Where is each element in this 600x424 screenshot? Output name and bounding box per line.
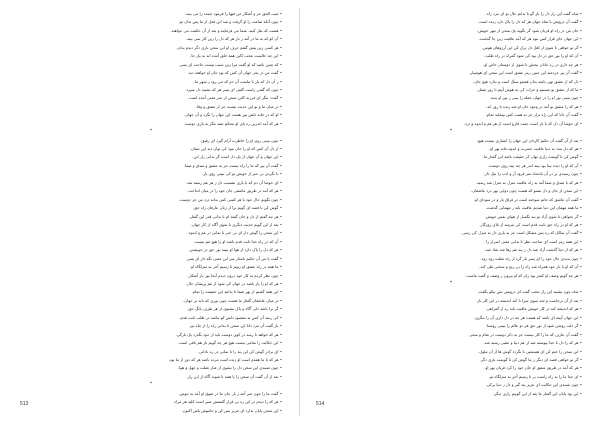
section-separator: * xyxy=(149,382,153,388)
right-page xyxy=(300,0,600,424)
text-line: • چون ببینی نور او را در جهان جمله را بینی ز نور او پدید. xyxy=(489,95,582,101)
text-line: • گر بخواهی تا شوی آزاد تو بند بگسل از هوای نفس خویش. xyxy=(484,213,582,219)
text-line: • هر که او در راه حق ثابت قدم است کی بترسد از بلای روزگار. xyxy=(479,221,582,227)
text-line: • ما که از عشق تو مستیم و خراب کی به هوش آییم تا روز شمار. xyxy=(476,86,582,92)
text-line: • هر چه داری در ره جانان ببخش تا شوی از دوستان خاص او. xyxy=(483,61,582,67)
right-page-number: 514 xyxy=(316,401,325,407)
text-line: • از دل آن کس که او را جان نبود کی توان دید این نشان. xyxy=(189,146,282,151)
text-line: • کی رسد آن کس به مقصود دلش کو نباشد در طلب ثابت قدم. xyxy=(179,314,282,320)
text-line: • گفت آن پیر خردمند این چنین رمز عشق است این سخن ای هوشیار. xyxy=(469,70,582,76)
text-line: • گفت آن عاشق که جانم سوخته است در فراق یار و در سودای او. xyxy=(473,196,582,202)
text-line: • شاه چون بشنید این راز عجب گفت ای درویش بس نیکو بگفت. xyxy=(477,289,582,295)
text-line: • غیب الحق عز و آشکار من فیها را فرمود جنبده را می بیند. xyxy=(184,11,282,16)
text-line: • ما همه در راه عشق او رویم تا رسیم آخر به منزلگاه او. xyxy=(189,264,282,270)
text-line: • گفت آن سالک که ره بس مشکل است جز به یاری دل به منزل کی رسی. xyxy=(460,230,582,236)
text-line: • این سخن از جان و دل بشنو که هست چون دوایی بهر درد عاشقان. xyxy=(470,188,582,194)
text-line: • چون بگویم حال خود با هر کسی کس نداند درد من جز دوست. xyxy=(178,196,282,202)
text-line: • در میان ما و تو این حدیث نیست جز از عشق و وفا. xyxy=(195,103,282,109)
text-line: • این جهان و آن جهان از یک دل است گر بدانی راز این. xyxy=(192,154,282,160)
text-line: • بعد از آن گفت آن حکیم کاردان این جهان را اعتباری نیست هیچ. xyxy=(476,137,582,143)
text-line: • چون آنکه ساعت را او گرفت و شد این فعل از ما پس بدان تو. xyxy=(178,19,282,25)
text-line: • هر که از دنیا گذشت آزاد شد دل ز بند غم رها شد شاد شد. xyxy=(484,247,582,253)
text-line: • آن که او را نور حق در دل بود کی شود گمراه در راه طلب. xyxy=(484,53,582,59)
text-line: • هست که نقل کنید. شما می فرمایند و بعد از آن حکمت می خواهند. xyxy=(170,27,282,33)
text-line: • ما همه مهمان این دنیا شدیم عاقبت باید ز مهمانی گذشت. xyxy=(485,205,582,211)
text-line: • این چه حالست عجب کاین همه خلق آمده اند به یک جا. xyxy=(190,53,282,59)
text-line: • چون ببینی روی او را خاطرت آرام گیرد ای رفیق. xyxy=(200,137,282,143)
text-line: • ای خدا ما را به راه راست بر تا رسیم آخر به منزلگاه تو. xyxy=(488,373,582,379)
text-line: • دل که از عشق تهی باشد بدان همچو سنگ است و ندارد هیچ جان. xyxy=(473,78,582,84)
text-line: • گر تو خواهی تا شوی از اهل دل ترک کن این آرزوهای هوس. xyxy=(481,44,582,50)
text-line: • هر چه گفتم از دل و جان گفته ام تا بدانی قدر این گفتار. xyxy=(188,213,282,219)
right-page-text xyxy=(320,10,582,398)
text-line: • هر که دل را پاک دارد از هوا او ببیند نور حق در خویشتن. xyxy=(188,247,282,253)
text-line: • گر ترا باشد دلی آگاه و پاک بشنوی از هر طرف بانگ حق. xyxy=(186,306,282,312)
text-line: • چون که گفتی راست گفتی ای پسر هر که بشنید دل سپرد. xyxy=(185,86,282,92)
text-line: • هر که دل بندد به دنیا عاقبت حسرت و اندوه ماند بهر او. xyxy=(488,146,582,151)
text-line: • آن که در راه خدا ثابت قدم باشد او را هیچ غم نیست. xyxy=(193,238,282,244)
text-line: • باز گفت آن مرد دانا این سخن تا بدانی راه را از چاه نیز. xyxy=(188,323,282,329)
text-line: • چون شنیدی این حکایت ای عزیز پند گیر و دل ز دنیا برکن. xyxy=(485,382,582,388)
text-line: • ز آن دل که یار با ماست آن دم که می رود ز شهر ما. xyxy=(193,78,282,84)
text-line: • این همه رمز است ای صاحب نظر تا بدانی معنی اسرار را. xyxy=(484,238,582,244)
text-line: • که چنین باشد که او گفت مرا زین سبب نیست حاجت ای پسر. xyxy=(178,61,282,67)
text-line: • گفت آن دانا که این راه دراز جز به همت کس نپیماید تمام. xyxy=(485,112,582,118)
text-line: • هر کسی زین پیش گفتم حرف او این سخن باری دگر دیدم بدان. xyxy=(176,44,282,50)
text-line: • بعد از آن برخاست و شد سوی سرا تا کند اندیشه در این کار باز. xyxy=(476,297,582,303)
text-line: • گفت آن درویش با شاه جهان هر که دل را پاک دارد زنده است. xyxy=(478,19,582,25)
section-separator: * xyxy=(449,129,453,135)
text-line: • گر دلت روشن شود از نور حق هر دو عالم را ببینی روشنا. xyxy=(485,323,582,329)
text-line: • گفت من در بحر جهان آن کس که بود جان او خواهند دید. xyxy=(187,70,282,76)
text-line: • این سخن را گوش دار ای بی خبر تا نمانی در غم و اندوه. xyxy=(187,230,282,236)
text-line: • آن که او با یار خود همراه شد راه را بی رنج و سختی طی کند. xyxy=(479,264,582,270)
text-line: • تا نگردی بی خبر از خویش تو کی ببینی روی یار. xyxy=(201,171,282,177)
text-line: • شاه گفت این راز دل را باز گو تا بدانم حال تو ای مرد راه. xyxy=(485,11,582,16)
section-separator: * xyxy=(449,281,453,286)
text-line: • هر که با ما همدم است او زنده است مرده باشد هر که دور از ما بود. xyxy=(168,356,282,362)
text-line: • این حکایت را تمامی نیست هیچ هر چه گویم باز هم باقی است. xyxy=(177,340,282,346)
text-line: • گوش کن تا گویمت رازی نهان کز حقیقت باشد این گفتار ما. xyxy=(482,154,582,160)
text-line: • هر که او را یار باشد در جهان کی شود از غم پریشان حال. xyxy=(185,281,282,286)
text-line: • این سخن پایان ندارد ای عزیز بس کن و خاموش باش اکنون. xyxy=(181,407,282,413)
left-page-text xyxy=(20,10,282,415)
text-line: • آن کو که به ما در آمد ز نار هر که دل را زین کار نمی بیند. xyxy=(185,36,282,42)
text-line: • هر که آمد در طریق عشق او جان خود را کرد قربان بهر او. xyxy=(484,365,582,371)
text-line: • گفت: بنگر ای فرزند کاین سخن از بحر معنی آمده است. xyxy=(187,95,282,101)
text-line: • بعد از آن گفت آن سخن را با همه تا شوند آگاه از این راز. xyxy=(186,373,282,379)
text-line: • ای برادر گوش کن این پند را تا نمانی در ره نادانی. xyxy=(197,348,282,354)
text-line: • هر که خواهد تا رسد در کوی دوست باید از خود بگذرد یک بارگی. xyxy=(175,331,282,337)
text-line: • هر چه گویم وصف او کمتر بود زان که او بیرون ز وصف و گفت ماست. xyxy=(465,272,582,278)
text-line: • هر که را دیدم در این ره بی قرار گفتمش صبر است کلید هر مراد. xyxy=(173,399,282,405)
text-line: • هر که آمد در طریق عاشقی جان خود را در میان انداخت. xyxy=(187,188,282,194)
text-line: • گفت آن پیر که ما را راه نیست جز به عشق و صدق و صفا. xyxy=(183,162,282,168)
section-separator: * xyxy=(149,129,153,135)
text-line: • چون نظر کردم به کار خود درون دیدم آنجا نور یار آشکار. xyxy=(187,272,282,278)
text-line: • آن که او را دیده بینا بود بیند اندر هر چه بیند روی دوست. xyxy=(487,162,582,168)
text-line: • هر که را عشق تو آمد در وجود جان او شد زنده تا روز ابد. xyxy=(485,103,582,109)
text-line: • گفت با من آن حکیم نامدار سر این معنی نگه دار ای پسر. xyxy=(186,255,282,261)
text-line: • گوش کن تا قصه ای گویم ترا از زبان عارفان راه حق. xyxy=(192,205,282,211)
text-line: • چون شنیدی این سخن دل را بشوی از غبار غفلت و جهل و هوا. xyxy=(177,365,282,371)
text-line: • این جهان آیینه ای باشد که هست هر چه در دل داری آن را بنگری. xyxy=(473,314,582,320)
text-line: • هر که اندیشه کند در کار خویش عاقبت یابد ره از گمراهی. xyxy=(485,306,582,312)
text-line: • این همه گفتیم از بهر شما تا بدانید این حقیقت را تمام. xyxy=(191,289,282,295)
left-page-number: 513 xyxy=(20,401,29,407)
text-line: • ای خوشا آن دم که با یاری نشست دل ز هر غم رسته شد. xyxy=(185,179,282,185)
text-line: • هر که آمد اندرین ره پای او محکم نشد مگر به یاری دوست. xyxy=(183,120,282,126)
text-line: • این جهان جای قرار کس نبود هر که آمد عاقبت زین جا گذشت. xyxy=(478,36,582,42)
text-line: • جان من در راه او قربان شود گر بگوید یک سخن از مهر خویش. xyxy=(476,27,582,33)
text-line: • گفت آن عارف که ما را کار نیست جز به ذکر دوست در شام و سحر. xyxy=(468,331,582,337)
text-line: • چون رسیدی بر در آن پادشاه سر فرود آر و ادب را نیک دار. xyxy=(483,171,582,177)
text-line: • گفت ما را چون خبر آمد ز یار جان ما در شوق او آمد به جوش. xyxy=(178,390,282,396)
text-line: • بعد از این گویم حدیث دیگری تا شوی آگاه از کار جهان. xyxy=(190,221,282,227)
text-line: • او که در خانه دلش نور هست این جهان را نگرد و آن جهان. xyxy=(184,112,282,118)
text-line: • این سخن را ختم کن ای همنشین تا نگردد گوش ها از آن ملول. xyxy=(478,348,582,354)
text-line: • در میان عاشقان گفتار ما هست چون نوری که تابد بر جهان. xyxy=(183,297,282,303)
text-line: • گر تو خواهی قصه ای دیگر ز ما گوش کن تا گویمت باری دگر. xyxy=(479,356,582,362)
text-line: • این بود پایان این گفتار ما بعد از این گوییم رازی دیگر. xyxy=(493,390,582,396)
text-line: • هر که را دل با خدا پیوسته شد از غم دنیا و عقبی رسته شد. xyxy=(483,340,582,346)
text-line: • چون بدیدی حال خود را ای پسر باز گرد از راه غفلت زود زود. xyxy=(480,255,582,261)
text-line: • ای خوشا آن دل که با یار است جفت فارغ است از هر غم و اندوه و درد. xyxy=(463,120,582,126)
text-line: • هر که با صدق و صفا آمد به راه عاقبت منزل به منزل شد رسید. xyxy=(475,179,582,185)
